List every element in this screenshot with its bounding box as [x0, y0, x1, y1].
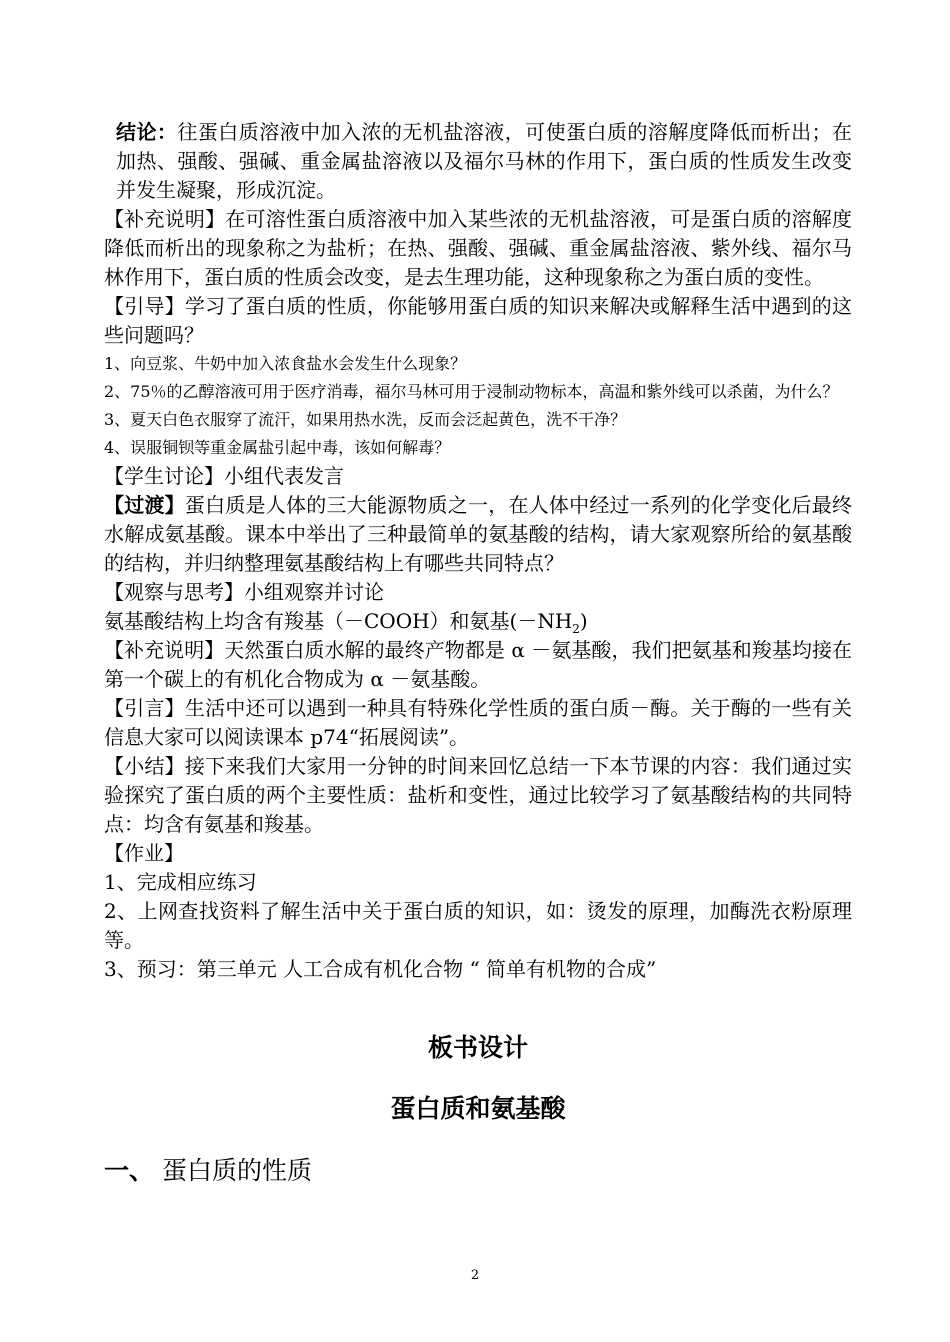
- section-number: 一、: [104, 1156, 155, 1185]
- amino-structure-paragraph: [104, 607, 852, 636]
- guide-paragraph: 【引导】学习了蛋白质的性质，你能够用蛋白质的知识来解决或解释生活中遇到的这些问题吗？: [104, 294, 852, 347]
- section-title: 蛋白质的性质: [161, 1156, 312, 1185]
- page-number: 2: [470, 1268, 480, 1283]
- conclusion-text: 往蛋白质溶液中加入浓的无机盐溶液，可使蛋白质的溶解度降低而析出；在加热、强酸、强碱、重金属盐溶液以及福尔马林的作用下，蛋白质的性质发生改变并发生凝聚，形成沉淀。: [116, 120, 853, 202]
- section-heading: [104, 1155, 852, 1187]
- amino-subscript: 2: [572, 622, 580, 636]
- summary-paragraph: 【小结】接下来我们大家用一分钟的时间来回忆总结一下本节课的内容：我们通过实验探究了蛋白质的两个主要性质：盐析和变性，通过比较学习了氨基酸结构的共同特点：均含有氨基和羧基。: [104, 754, 852, 836]
- observe-paragraph: 【观察与思考】小组观察并讨论: [104, 580, 384, 604]
- conclusion-label: 结论：: [116, 120, 178, 144]
- discussion-paragraph: 【学生讨论】小组代表发言: [104, 464, 344, 488]
- transition-label: 【过渡】: [104, 493, 185, 517]
- intro-paragraph: 【引言】生活中还可以遇到一种具有特殊化学性质的蛋白质－酶。关于酶的一些有关信息大家可以阅读课本 p74“拓展阅读”。: [104, 696, 852, 749]
- question-2: 2、75％的乙醇溶液可用于医疗消毒，福尔马林可用于浸制动物标本，高温和紫外线可以杀菌，为什么？: [104, 382, 839, 401]
- question-4: 4、误服铜钡等重金属盐引起中毒，该如何解毒？: [104, 438, 451, 457]
- homework-item-3: 3、预习：第三单元 人工合成有机化合物 “ 简单有机物的合成”: [104, 957, 657, 981]
- question-3: 3、夏天白色衣服穿了流汗，如果用热水洗，反而会泛起黄色，洗不干净？: [104, 410, 627, 429]
- page-content: [104, 118, 852, 1187]
- question-1: 1、向豆浆、牛奶中加入浓食盐水会发生什么现象？: [104, 354, 467, 373]
- board-design-subtitle: 蛋白质和氨基酸: [390, 1094, 566, 1123]
- supplement-paragraph-1: 【补充说明】在可溶性蛋白质溶液中加入某些浓的无机盐溶液，可是蛋白质的溶解度降低而析出的现象称之为盐析；在热、强酸、强碱、重金属盐溶液、紫外线、福尔马林作用下，蛋白质的性质会改变，是去生理功能，这种现象称之为蛋白质的变性。: [104, 207, 852, 289]
- supplement-paragraph-2: 【补充说明】天然蛋白质水解的最终产物都是 α －氨基酸，我们把氨基和羧基均接在第一个碳上的有机化合物成为 α －氨基酸。: [104, 638, 852, 691]
- board-design-title: 板书设计: [427, 1033, 528, 1062]
- homework-heading: 【作业】: [104, 841, 184, 865]
- amino-text-b: ): [579, 609, 588, 633]
- amino-text-a: 氨基酸结构上均含有羧基（－COOH）和氨基(－NH: [104, 609, 573, 633]
- homework-item-2: 2、上网查找资料了解生活中关于蛋白质的知识，如：烫发的原理，加酶洗衣粉原理等。: [104, 899, 852, 952]
- conclusion-paragraph: [104, 118, 852, 205]
- transition-paragraph: [104, 491, 852, 578]
- homework-item-1: 1、完成相应练习: [104, 870, 257, 894]
- transition-text: 蛋白质是人体的三大能源物质之一，在人体中经过一系列的化学变化后最终水解成氨基酸。课本中举出了三种最简单的氨基酸的结构，请大家观察所给的氨基酸的结构，并归纳整理氨基酸结构上有哪些共同特点？: [104, 493, 853, 575]
